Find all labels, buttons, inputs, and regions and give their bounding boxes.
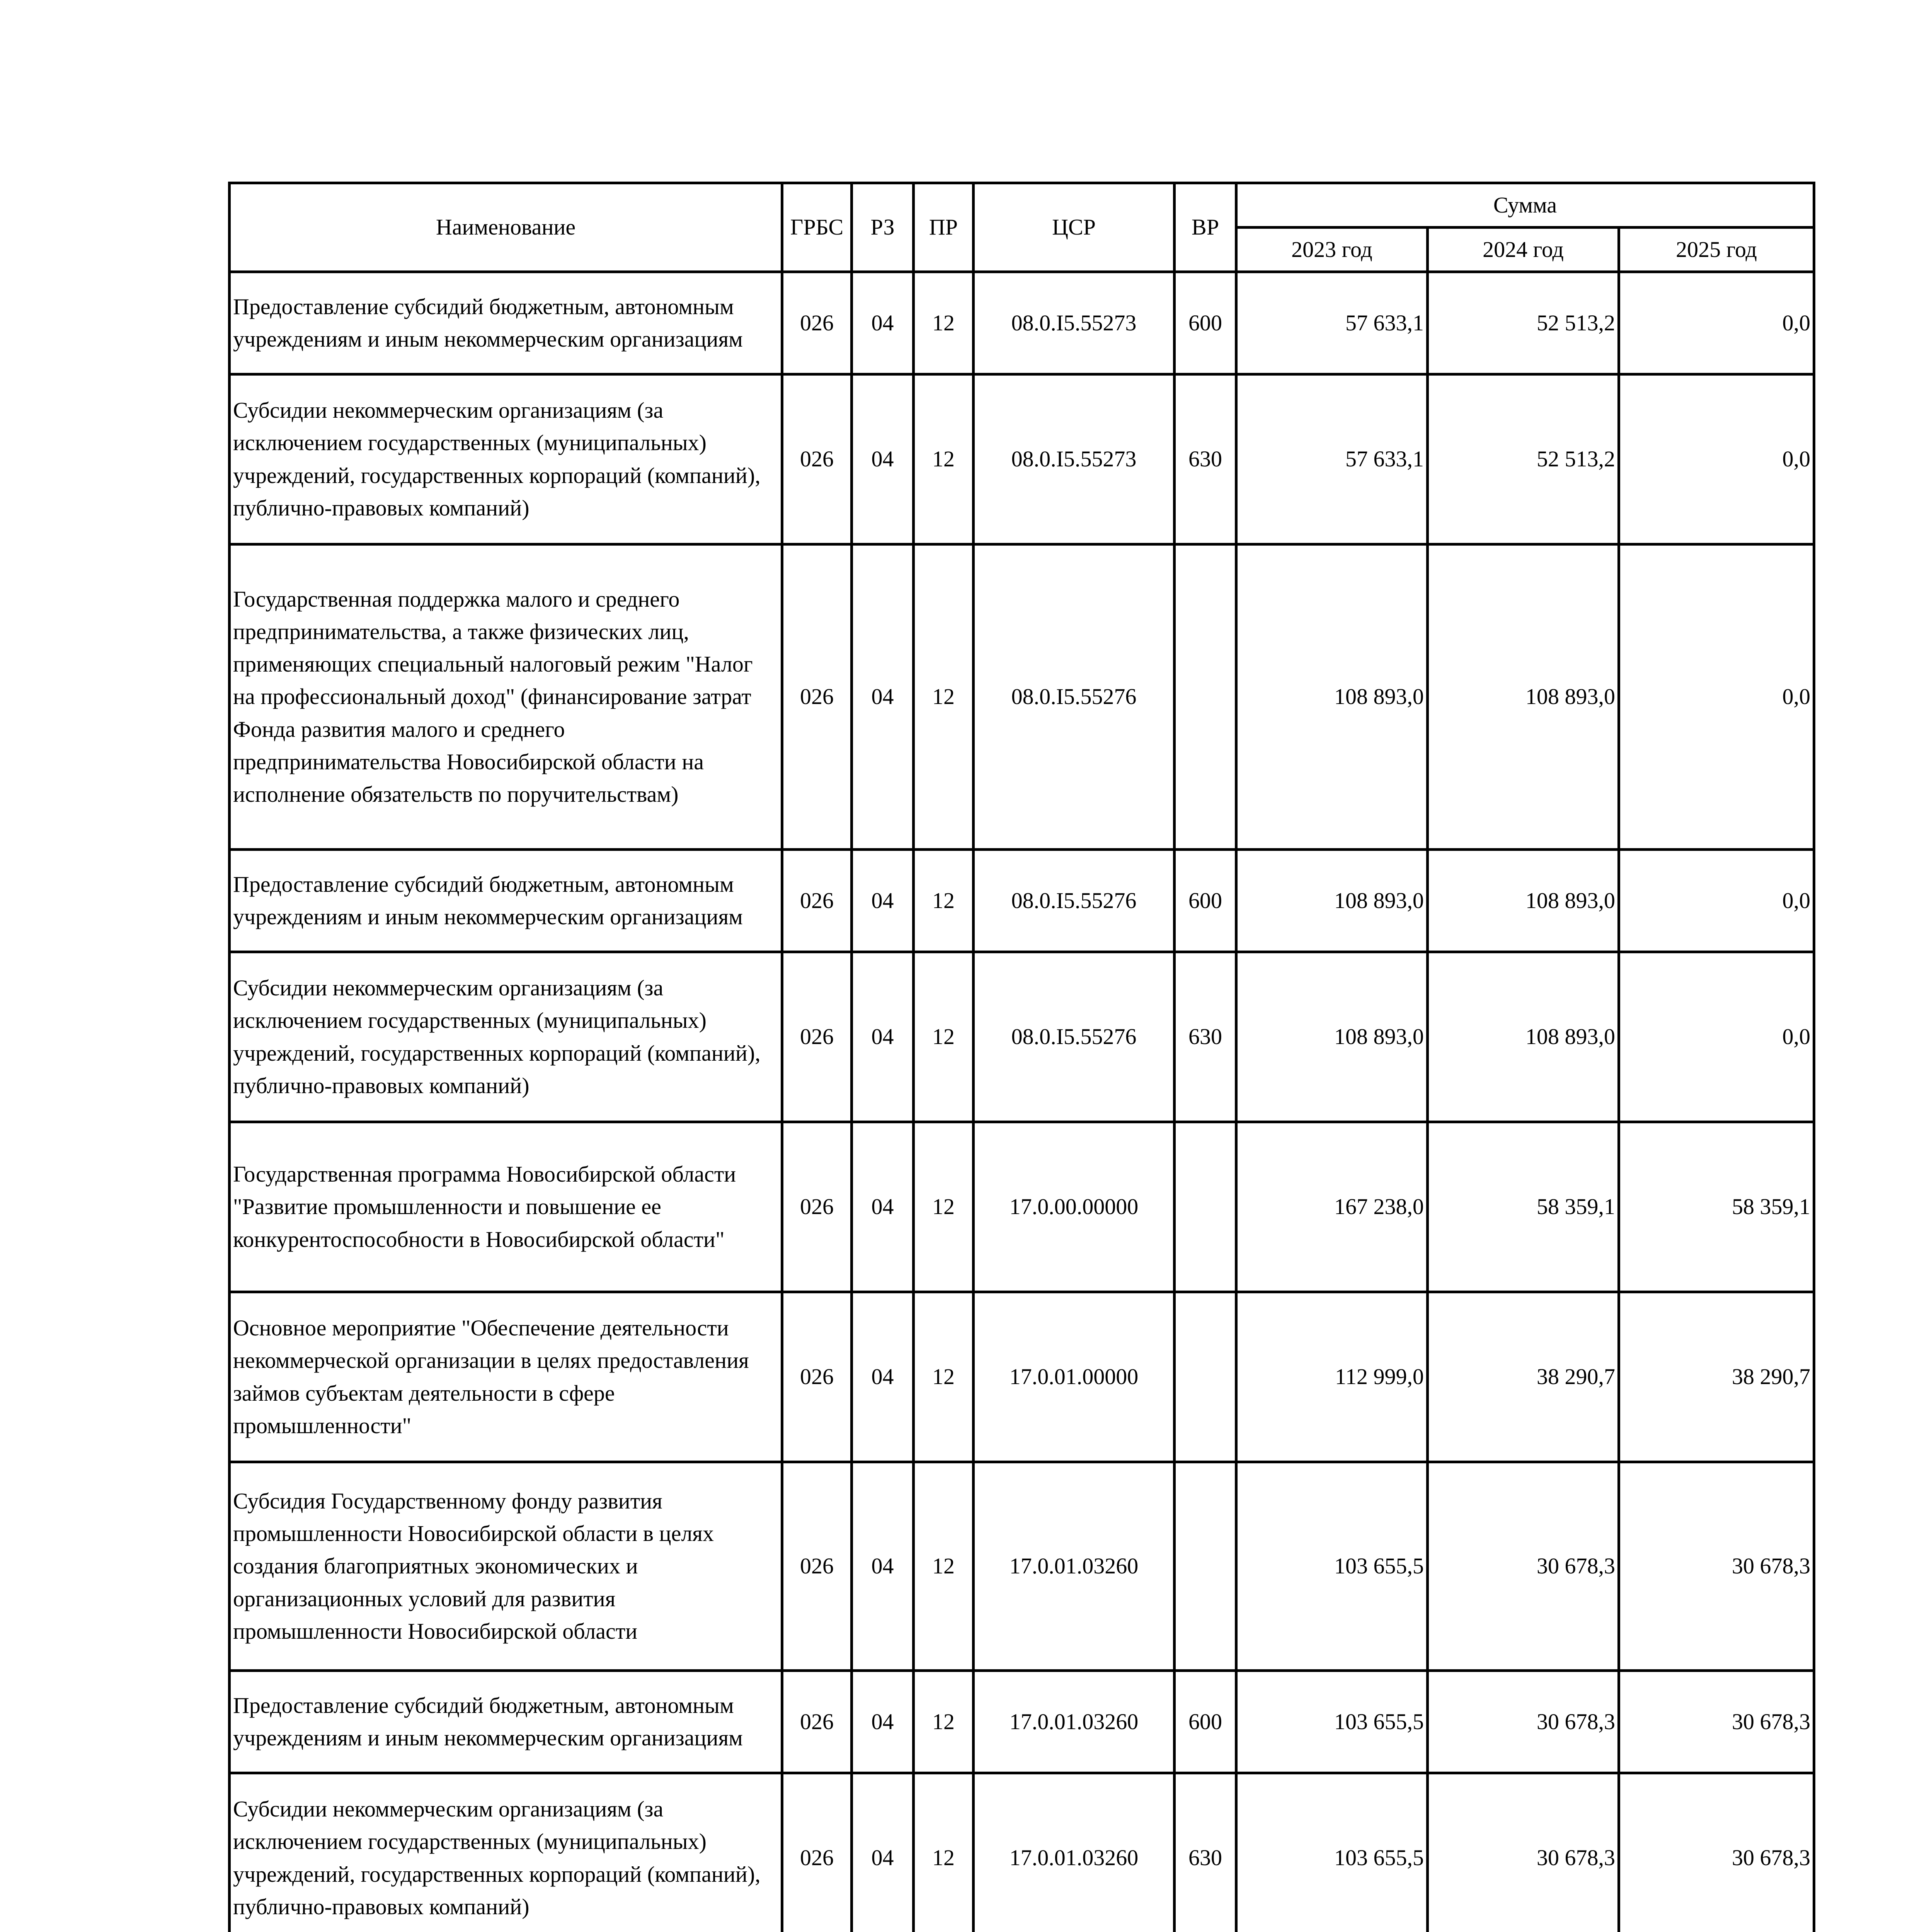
cell-grbs: 026 xyxy=(782,1773,852,1932)
cell-2024: 38 290,7 xyxy=(1428,1292,1619,1462)
cell-2024: 108 893,0 xyxy=(1428,952,1619,1122)
cell-name: Субсидии некоммерческим организациям (за исключением государственных (муниципальных) учреждений, государственных корпораций (компаний), публично-правовых компаний) xyxy=(230,374,782,544)
cell-2025: 0,0 xyxy=(1619,272,1814,374)
cell-vr xyxy=(1175,544,1236,850)
cell-2025: 0,0 xyxy=(1619,952,1814,1122)
header-csr: ЦСР xyxy=(974,183,1175,272)
cell-2025: 30 678,3 xyxy=(1619,1671,1814,1773)
cell-pr: 12 xyxy=(914,1292,974,1462)
table-row xyxy=(230,1292,1814,1462)
cell-csr: 17.0.01.03260 xyxy=(974,1773,1175,1932)
cell-grbs: 026 xyxy=(782,1671,852,1773)
cell-name: Основное мероприятие "Обеспечение деятельности некоммерческой организации в целях предоставления займов субъектам деятельности в сфере промышленности" xyxy=(230,1292,782,1462)
cell-2023: 112 999,0 xyxy=(1236,1292,1428,1462)
cell-rz: 04 xyxy=(852,1773,914,1932)
cell-2025: 0,0 xyxy=(1619,544,1814,850)
cell-2025: 38 290,7 xyxy=(1619,1292,1814,1462)
cell-csr: 17.0.01.00000 xyxy=(974,1292,1175,1462)
cell-pr: 12 xyxy=(914,1671,974,1773)
cell-name: Государственная поддержка малого и среднего предпринимательства, а также физических лиц, применяющих специальный налоговый режим "Налог на профессиональный доход" (финансирование затрат Фонда развития малого и среднего предпринимательства Новосибирской области на исполнение обязательств по поручительствам) xyxy=(230,544,782,850)
cell-2025: 58 359,1 xyxy=(1619,1122,1814,1292)
cell-2025: 30 678,3 xyxy=(1619,1462,1814,1671)
cell-pr: 12 xyxy=(914,952,974,1122)
cell-2024: 30 678,3 xyxy=(1428,1462,1619,1671)
cell-rz: 04 xyxy=(852,1292,914,1462)
header-2023: 2023 год xyxy=(1236,228,1428,272)
cell-vr xyxy=(1175,1462,1236,1671)
cell-pr: 12 xyxy=(914,1773,974,1932)
cell-2025: 30 678,3 xyxy=(1619,1773,1814,1932)
cell-rz: 04 xyxy=(852,952,914,1122)
table-row xyxy=(230,952,1814,1122)
cell-grbs: 026 xyxy=(782,1122,852,1292)
cell-name: Предоставление субсидий бюджетным, автономным учреждениям и иным некоммерческим организациям xyxy=(230,272,782,374)
table-header xyxy=(230,183,1814,272)
cell-csr: 08.0.I5.55273 xyxy=(974,374,1175,544)
table-row xyxy=(230,1462,1814,1671)
cell-csr: 08.0.I5.55276 xyxy=(974,952,1175,1122)
cell-grbs: 026 xyxy=(782,952,852,1122)
cell-grbs: 026 xyxy=(782,544,852,850)
cell-2023: 57 633,1 xyxy=(1236,374,1428,544)
cell-pr: 12 xyxy=(914,850,974,952)
table-body xyxy=(230,272,1814,1932)
cell-2023: 103 655,5 xyxy=(1236,1671,1428,1773)
cell-name: Субсидии некоммерческим организациям (за исключением государственных (муниципальных) учреждений, государственных корпораций (компаний), публично-правовых компаний) xyxy=(230,1773,782,1932)
table-row xyxy=(230,1773,1814,1932)
cell-2024: 52 513,2 xyxy=(1428,374,1619,544)
table-row xyxy=(230,1122,1814,1292)
cell-rz: 04 xyxy=(852,850,914,952)
cell-vr xyxy=(1175,1292,1236,1462)
cell-rz: 04 xyxy=(852,1122,914,1292)
cell-name: Предоставление субсидий бюджетным, автономным учреждениям и иным некоммерческим организациям xyxy=(230,1671,782,1773)
cell-vr xyxy=(1175,1122,1236,1292)
cell-2023: 103 655,5 xyxy=(1236,1462,1428,1671)
cell-rz: 04 xyxy=(852,1671,914,1773)
header-grbs: ГРБС xyxy=(782,183,852,272)
budget-table xyxy=(228,182,1815,1932)
cell-grbs: 026 xyxy=(782,374,852,544)
cell-grbs: 026 xyxy=(782,1462,852,1671)
table-row xyxy=(230,544,1814,850)
cell-csr: 08.0.I5.55273 xyxy=(974,272,1175,374)
cell-2024: 30 678,3 xyxy=(1428,1671,1619,1773)
cell-2023: 108 893,0 xyxy=(1236,544,1428,850)
header-pr: ПР xyxy=(914,183,974,272)
cell-pr: 12 xyxy=(914,1122,974,1292)
cell-vr: 630 xyxy=(1175,952,1236,1122)
cell-vr: 600 xyxy=(1175,850,1236,952)
header-rz: РЗ xyxy=(852,183,914,272)
cell-csr: 17.0.01.03260 xyxy=(974,1671,1175,1773)
cell-rz: 04 xyxy=(852,272,914,374)
cell-rz: 04 xyxy=(852,1462,914,1671)
header-2024: 2024 год xyxy=(1428,228,1619,272)
cell-csr: 08.0.I5.55276 xyxy=(974,544,1175,850)
cell-name: Предоставление субсидий бюджетным, автономным учреждениям и иным некоммерческим организациям xyxy=(230,850,782,952)
cell-2023: 108 893,0 xyxy=(1236,850,1428,952)
cell-grbs: 026 xyxy=(782,272,852,374)
cell-csr: 17.0.01.03260 xyxy=(974,1462,1175,1671)
cell-2023: 103 655,5 xyxy=(1236,1773,1428,1932)
cell-vr: 630 xyxy=(1175,374,1236,544)
cell-name: Государственная программа Новосибирской области "Развитие промышленности и повышение ее конкурентоспособности в Новосибирской области" xyxy=(230,1122,782,1292)
cell-rz: 04 xyxy=(852,544,914,850)
cell-2025: 0,0 xyxy=(1619,374,1814,544)
table-row xyxy=(230,272,1814,374)
cell-2023: 108 893,0 xyxy=(1236,952,1428,1122)
cell-grbs: 026 xyxy=(782,850,852,952)
cell-pr: 12 xyxy=(914,272,974,374)
table-row xyxy=(230,850,1814,952)
cell-name: Субсидии некоммерческим организациям (за исключением государственных (муниципальных) учреждений, государственных корпораций (компаний), публично-правовых компаний) xyxy=(230,952,782,1122)
cell-pr: 12 xyxy=(914,1462,974,1671)
cell-2024: 108 893,0 xyxy=(1428,544,1619,850)
cell-grbs: 026 xyxy=(782,1292,852,1462)
header-2025: 2025 год xyxy=(1619,228,1814,272)
cell-csr: 08.0.I5.55276 xyxy=(974,850,1175,952)
cell-2025: 0,0 xyxy=(1619,850,1814,952)
cell-csr: 17.0.00.00000 xyxy=(974,1122,1175,1292)
cell-2023: 57 633,1 xyxy=(1236,272,1428,374)
cell-pr: 12 xyxy=(914,374,974,544)
cell-vr: 600 xyxy=(1175,272,1236,374)
cell-vr: 600 xyxy=(1175,1671,1236,1773)
header-sum: Сумма xyxy=(1236,183,1814,228)
header-vr: ВР xyxy=(1175,183,1236,272)
cell-2024: 30 678,3 xyxy=(1428,1773,1619,1932)
cell-pr: 12 xyxy=(914,544,974,850)
cell-name: Субсидия Государственному фонду развития промышленности Новосибирской области в целях создания благоприятных экономических и организационных условий для развития промышленности Новосибирской области xyxy=(230,1462,782,1671)
table-row xyxy=(230,374,1814,544)
header-name: Наименование xyxy=(230,183,782,272)
cell-2024: 108 893,0 xyxy=(1428,850,1619,952)
cell-2024: 58 359,1 xyxy=(1428,1122,1619,1292)
cell-2023: 167 238,0 xyxy=(1236,1122,1428,1292)
cell-2024: 52 513,2 xyxy=(1428,272,1619,374)
cell-vr: 630 xyxy=(1175,1773,1236,1932)
cell-rz: 04 xyxy=(852,374,914,544)
table-row xyxy=(230,1671,1814,1773)
